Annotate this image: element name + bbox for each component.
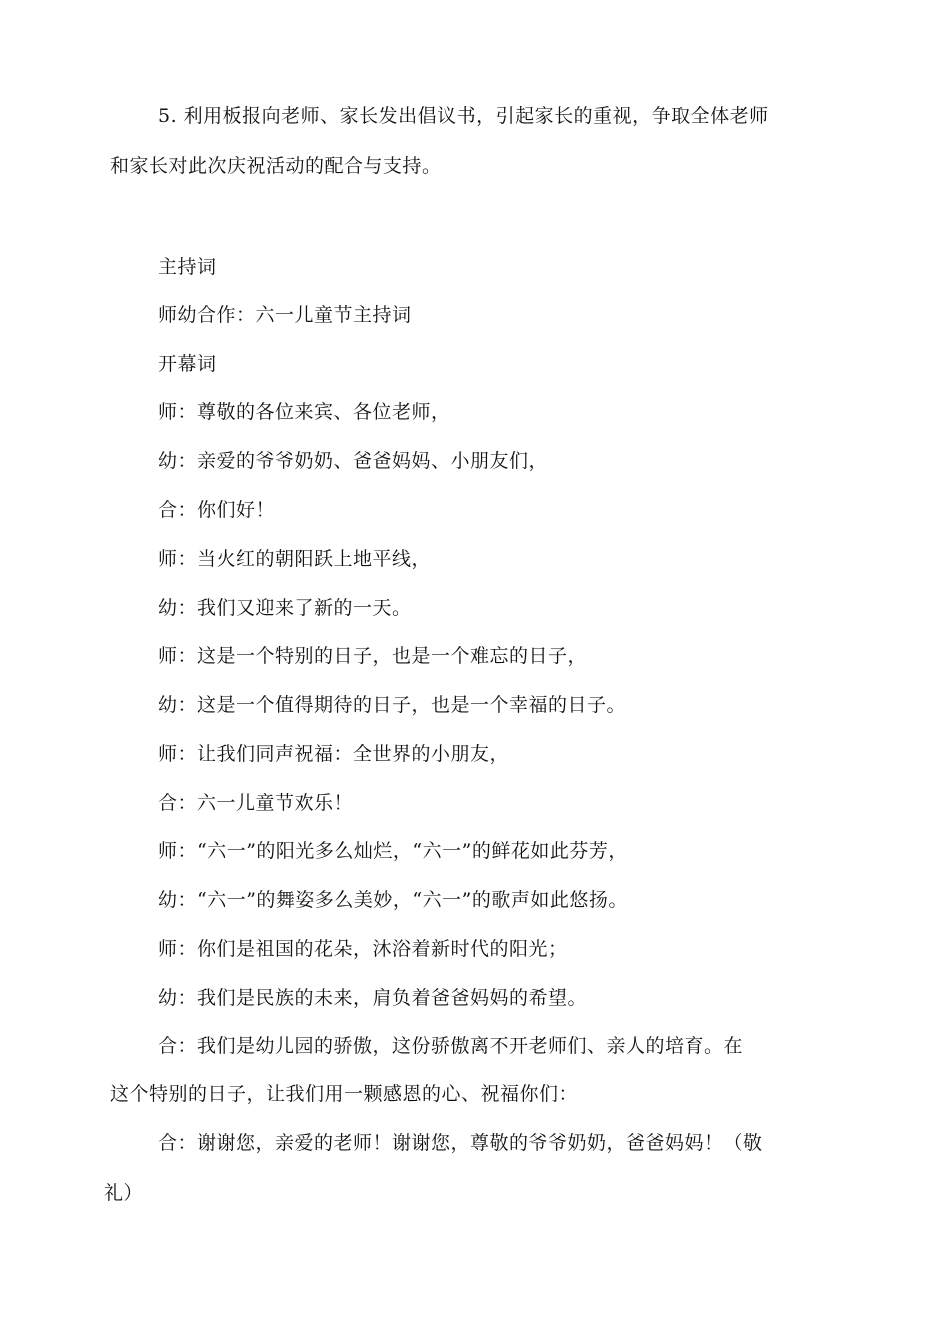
dialogue-line: 师：这是一个特别的日子，也是一个难忘的日子， (158, 645, 588, 667)
closing-line-1: 合：我们是幼儿园的骄傲，这份骄傲离不开老师们、亲人的培育。在 (158, 1035, 744, 1057)
intro-line-1: 5. 利用板报向老师、家长发出倡议书，引起家长的重视，争取全体老师 (158, 105, 769, 127)
dialogue-line: 幼：我们又迎来了新的一天。 (158, 597, 412, 619)
closing-line-4: 礼） (104, 1182, 144, 1204)
closing-line-3: 合：谢谢您，亲爱的老师！谢谢您，尊敬的爷爷奶奶，爸爸妈妈！（敬 (158, 1132, 763, 1154)
closing-line-2: 这个特别的日子，让我们用一颗感恩的心、祝福你们： (110, 1083, 579, 1105)
dialogue-line: 幼：这是一个值得期待的日子，也是一个幸福的日子。 (158, 694, 627, 716)
intro-line-2: 和家长对此次庆祝活动的配合与支持。 (110, 155, 442, 177)
section-title: 主持词 (158, 256, 217, 278)
dialogue-line: 师：当火红的朝阳跃上地平线， (158, 548, 432, 570)
dialogue-line: 师：“六一”的阳光多么灿烂，“六一”的鲜花如此芬芳， (158, 840, 628, 862)
subtitle: 师幼合作：六一儿童节主持词 (158, 304, 412, 326)
dialogue-line: 师：让我们同声祝福：全世界的小朋友， (158, 743, 510, 765)
dialogue-line: 师：你们是祖国的花朵，沐浴着新时代的阳光； (158, 938, 568, 960)
opening-title: 开幕词 (158, 353, 217, 375)
dialogue-line: 幼：“六一”的舞姿多么美妙，“六一”的歌声如此悠扬。 (158, 889, 628, 911)
dialogue-line: 幼：亲爱的爷爷奶奶、爸爸妈妈、小朋友们， (158, 450, 549, 472)
dialogue-line: 合：你们好！ (158, 499, 276, 521)
dialogue-line: 幼：我们是民族的未来，肩负着爸爸妈妈的希望。 (158, 987, 588, 1009)
dialogue-line: 合：六一儿童节欢乐！ (158, 792, 354, 814)
dialogue-line: 师：尊敬的各位来宾、各位老师， (158, 401, 451, 423)
